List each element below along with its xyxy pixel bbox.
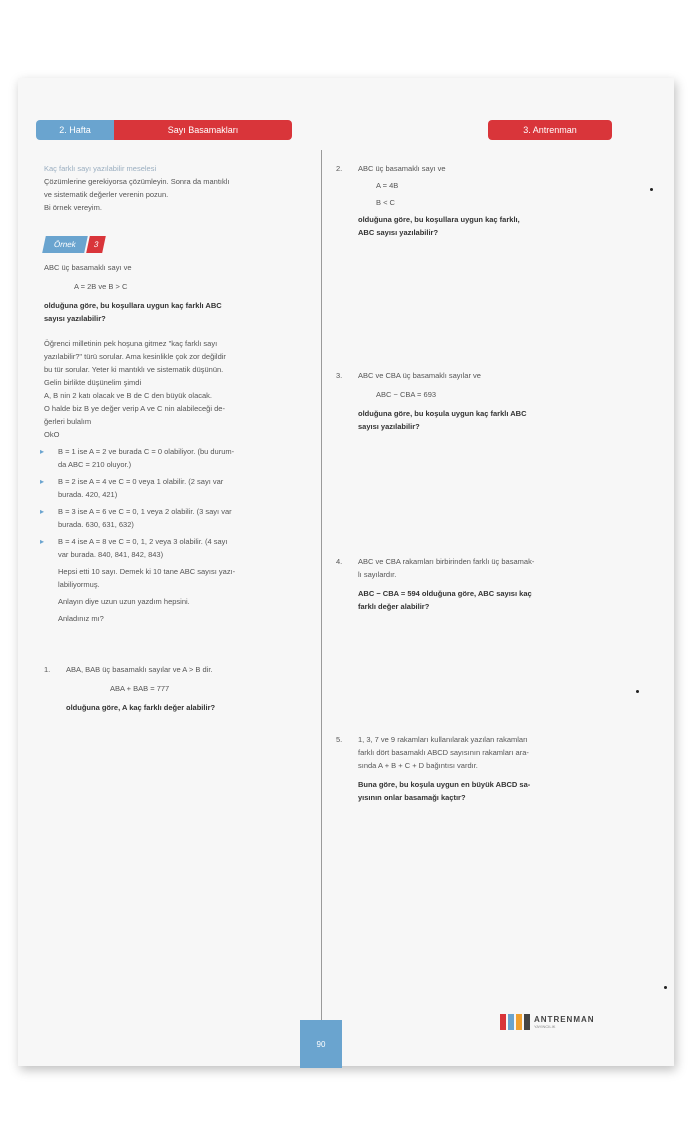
- question-text: ABC ve CBA üç basamaklı sayılar ve: [358, 371, 481, 380]
- example-label: Örnek: [42, 236, 87, 253]
- example-question-bold: sayısı yazılabilir?: [44, 314, 106, 323]
- question-3: [336, 369, 618, 433]
- question-text-bold: olduğuna göre, bu koşullara uygun kaç farklı,: [358, 215, 520, 224]
- question-text-bold: ABC sayısı yazılabilir?: [358, 228, 439, 237]
- header-left: [36, 120, 292, 140]
- question-4: [336, 555, 618, 613]
- bullet-text: ▸ B = 3 ise A = 6 ve C = 0, 1 veya 2 olabilir. (3 sayı var: [58, 507, 232, 516]
- stray-dot: [650, 188, 653, 191]
- bullet-item: [44, 445, 310, 471]
- question-condition: A = 4B: [376, 181, 399, 190]
- explanation-line: OkO: [44, 430, 60, 439]
- question-text-bold: Buna göre, bu koşula uygun en büyük ABCD sa-: [358, 780, 531, 789]
- question-text-bold: olduğuna göre, A kaç farklı değer alabilir?: [66, 703, 216, 712]
- question-text: sında A + B + C + D bağıntısı vardır.: [358, 761, 478, 770]
- question-5: [336, 733, 618, 804]
- closing-block: [44, 565, 310, 625]
- question-1: [44, 663, 310, 714]
- bullet-text: ▸ B = 4 ise A = 8 ve C = 0, 1, 2 veya 3 olabilir. (4 sayı: [58, 537, 228, 546]
- explanation-line: Gelin birlikte düşünelim şimdi: [44, 378, 142, 387]
- closing-line: labiliyormuş.: [58, 580, 100, 589]
- question-text-bold: sayısı yazılabilir?: [358, 422, 420, 431]
- bullet-item: [44, 505, 310, 531]
- closing-line: Hepsi etti 10 sayı. Demek ki 10 tane ABC sayısı yazı-: [58, 567, 236, 576]
- question-text-bold: yısının onlar basamağı kaçtır?: [358, 793, 466, 802]
- intro-line: Çözümlerine gerekiyorsa çözümleyin. Sonra da mantıklı: [44, 177, 230, 186]
- left-column: [44, 162, 310, 714]
- publisher-logo: [500, 1014, 595, 1030]
- column-divider: [321, 150, 322, 1030]
- stray-dot: [636, 690, 639, 693]
- bullet-item: [44, 475, 310, 501]
- question-text-bold: ABC − CBA = 594 olduğuna göre, ABC sayısı kaç: [358, 589, 532, 598]
- question-number: 5.: [336, 735, 343, 744]
- explanation-line: ğerleri bulalım: [44, 417, 92, 426]
- example-badge: [44, 236, 104, 253]
- example-number: 3: [86, 236, 106, 253]
- bullet-text: burada. 420, 421): [58, 490, 118, 499]
- right-column: [336, 162, 618, 804]
- explanation-line: yazılabilir?" türü sorular. Ama kesinlikle çok zor değildir: [44, 352, 226, 361]
- bullet-text: var burada. 840, 841, 842, 843): [58, 550, 164, 559]
- question-text: lı sayılardır.: [358, 570, 397, 579]
- question-number: 3.: [336, 371, 343, 380]
- section-tab: 3. Antrenman: [488, 120, 612, 140]
- question-text: 1, 3, 7 ve 9 rakamları kullanılarak yazılan rakamları: [358, 735, 528, 744]
- bullet-text: da ABC = 210 oluyor.): [58, 460, 132, 469]
- intro-line: ve sistematik değerler verenin pozun.: [44, 190, 169, 199]
- bullet-text: ▸ B = 1 ise A = 2 ve burada C = 0 olabiliyor. (bu durum-: [58, 447, 235, 456]
- week-tab: 2. Hafta: [36, 120, 114, 140]
- intro-line: Bi örnek vereyim.: [44, 203, 102, 212]
- question-text: ABC ve CBA rakamları birbirinden farklı üç basamak-: [358, 557, 535, 566]
- logo-mark-icon: [500, 1014, 530, 1030]
- brand-sub: YAYINCILIK: [534, 1024, 556, 1029]
- question-number: 2.: [336, 164, 343, 173]
- question-number: 4.: [336, 557, 343, 566]
- example-question-bold: olduğuna göre, bu koşullara uygun kaç farklı ABC: [44, 301, 222, 310]
- question-text-bold: farklı değer alabilir?: [358, 602, 430, 611]
- question-equation: ABC − CBA = 693: [376, 390, 437, 399]
- topic-tab: Sayı Basamakları: [114, 120, 292, 140]
- explanation-line: bu tür sorular. Yeter ki mantıklı ve sistematik düşünün.: [44, 365, 224, 374]
- question-equation: ABA + BAB = 777: [110, 684, 170, 693]
- question-condition: B < C: [376, 198, 395, 207]
- explanation-line: O halde biz B ye değer verip A ve C nin alabileceği de-: [44, 404, 225, 413]
- question-text: ABA, BAB üç basamaklı sayılar ve A > B dir.: [66, 665, 213, 674]
- stray-dot: [664, 986, 667, 989]
- example-condition: A = 2B ve B > C: [74, 282, 128, 291]
- question-text-bold: olduğuna göre, bu koşula uygun kaç farklı ABC: [358, 409, 527, 418]
- question-number: 1.: [44, 665, 51, 674]
- closing-line: Anlayın diye uzun uzun yazdım hepsini.: [58, 597, 190, 606]
- explanation-line: A, B nin 2 katı olacak ve B de C den büyük olacak.: [44, 391, 213, 400]
- page-number: 90: [300, 1020, 342, 1068]
- question-text: ABC üç basamaklı sayı ve: [358, 164, 446, 173]
- bullet-text: burada. 630, 631, 632): [58, 520, 134, 529]
- bullet-item: [44, 535, 310, 561]
- intro-faint: Kaç farklı sayı yazılabilir meselesi: [44, 164, 157, 173]
- question-text: farklı dört basamaklı ABCD sayısının rakamları ara-: [358, 748, 529, 757]
- question-2: [336, 162, 618, 239]
- example-question: ABC üç basamaklı sayı ve: [44, 263, 132, 272]
- explanation-line: Öğrenci milletinin pek hoşuna gitmez "kaç farklı sayı: [44, 339, 218, 348]
- closing-line: Anladınız mı?: [58, 614, 104, 623]
- brand-name: ANTRENMAN: [534, 1015, 595, 1024]
- bullet-text: ▸ B = 2 ise A = 4 ve C = 0 veya 1 olabilir. (2 sayı var: [58, 477, 224, 486]
